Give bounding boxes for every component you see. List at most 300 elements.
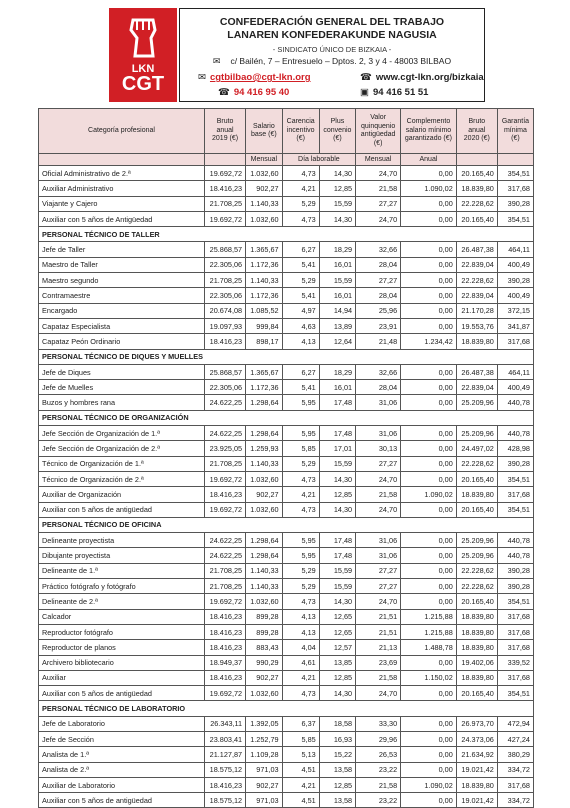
value-cell: 1.085,52 — [246, 303, 283, 318]
value-cell: 21.708,25 — [205, 196, 246, 211]
value-cell: 6,37 — [282, 716, 319, 731]
value-cell: 18.575,12 — [205, 793, 246, 808]
value-cell: 18.416,23 — [205, 181, 246, 196]
value-cell: 21.170,28 — [456, 303, 497, 318]
value-cell: 0,00 — [401, 762, 457, 777]
category-cell: Reproductor fotógrafo — [39, 624, 205, 639]
category-cell: Auxiliar con 5 años de antigüedad — [39, 793, 205, 808]
table-row — [39, 196, 534, 211]
value-cell: 1.172,36 — [246, 288, 283, 303]
value-cell: 24.622,25 — [205, 548, 246, 563]
table-row — [39, 364, 534, 379]
value-cell: 14,94 — [319, 303, 355, 318]
value-cell: 18.839,80 — [456, 624, 497, 639]
value-cell: 18,29 — [319, 364, 355, 379]
value-cell: 317,68 — [497, 777, 533, 792]
category-cell: Auxiliar de Laboratorio — [39, 777, 205, 792]
value-cell: 5,85 — [282, 441, 319, 456]
category-cell: Auxiliar — [39, 670, 205, 685]
subheader — [205, 154, 246, 166]
table-row — [39, 426, 534, 441]
value-cell: 6,27 — [282, 242, 319, 257]
value-cell: 28,04 — [356, 380, 401, 395]
table-row — [39, 640, 534, 655]
value-cell: 12,85 — [319, 487, 355, 502]
value-cell: 13,58 — [319, 762, 355, 777]
subheader: Mensual — [246, 154, 283, 166]
value-cell: 28,04 — [356, 288, 401, 303]
subheader: Día laborable — [282, 154, 356, 166]
org-union: - SINDICATO ÚNICO DE BIZKAIA - — [272, 45, 392, 54]
category-cell: Maestro de Taller — [39, 257, 205, 272]
value-cell: 26.343,11 — [205, 716, 246, 731]
value-cell: 4,13 — [282, 624, 319, 639]
value-cell: 21.708,25 — [205, 579, 246, 594]
value-cell: 26.973,70 — [456, 716, 497, 731]
value-cell: 428,98 — [497, 441, 533, 456]
value-cell: 16,93 — [319, 731, 355, 746]
category-cell: Jefe Sección de Organización de 2.ª — [39, 441, 205, 456]
value-cell: 24.497,02 — [456, 441, 497, 456]
value-cell: 1.109,28 — [246, 747, 283, 762]
table-row — [39, 731, 534, 746]
value-cell: 0,00 — [401, 456, 457, 471]
value-cell: 18.416,23 — [205, 670, 246, 685]
value-cell: 21,48 — [356, 334, 401, 349]
section-title: PERSONAL TÉCNICO DE DIQUES Y MUELLES — [39, 349, 534, 364]
value-cell: 31,06 — [356, 533, 401, 548]
value-cell: 1.090,02 — [401, 181, 457, 196]
table-row — [39, 181, 534, 196]
table-subheader-row — [39, 154, 534, 166]
value-cell: 0,00 — [401, 716, 457, 731]
value-cell: 354,51 — [497, 594, 533, 609]
value-cell: 18.839,80 — [456, 777, 497, 792]
value-cell: 25.209,96 — [456, 395, 497, 410]
mail-icon: ✉ — [212, 56, 221, 66]
col-header: Valor quinquenio antigüedad (€) — [356, 109, 401, 154]
value-cell: 0,00 — [401, 273, 457, 288]
value-cell: 4,73 — [282, 594, 319, 609]
col-header: Salario base (€) — [246, 109, 283, 154]
value-cell: 20.165,40 — [456, 686, 497, 701]
table-row — [39, 334, 534, 349]
value-cell: 16,01 — [319, 257, 355, 272]
category-cell: Archivero bibliotecario — [39, 655, 205, 670]
value-cell: 14,30 — [319, 166, 355, 181]
address: c/ Bailén, 7 – Entresuelo – Dptos. 2, 3 y 4 - 48003 BILBAO — [230, 56, 452, 66]
subheader: Anual — [401, 154, 457, 166]
section-header-row — [39, 701, 534, 716]
value-cell: 21.708,25 — [205, 273, 246, 288]
value-cell: 19.692,72 — [205, 471, 246, 486]
value-cell: 390,28 — [497, 273, 533, 288]
value-cell: 33,30 — [356, 716, 401, 731]
category-cell: Encargado — [39, 303, 205, 318]
value-cell: 4,73 — [282, 211, 319, 226]
value-cell: 4,21 — [282, 670, 319, 685]
table-row — [39, 502, 534, 517]
value-cell: 0,00 — [401, 502, 457, 517]
value-cell: 898,17 — [246, 334, 283, 349]
value-cell: 902,27 — [246, 670, 283, 685]
table-row — [39, 456, 534, 471]
value-cell: 18.839,80 — [456, 487, 497, 502]
value-cell: 472,94 — [497, 716, 533, 731]
value-cell: 19.692,72 — [205, 686, 246, 701]
phone-number: 94 416 95 40 — [233, 87, 290, 98]
value-cell: 18.839,80 — [456, 181, 497, 196]
value-cell: 0,00 — [401, 257, 457, 272]
table-row — [39, 257, 534, 272]
col-header: Carencia incentivo (€) — [282, 109, 319, 154]
value-cell: 0,00 — [401, 426, 457, 441]
value-cell: 20.165,40 — [456, 211, 497, 226]
value-cell: 27,27 — [356, 563, 401, 578]
table-row — [39, 395, 534, 410]
section-header-row — [39, 349, 534, 364]
section-header-row — [39, 410, 534, 425]
value-cell: 27,27 — [356, 273, 401, 288]
value-cell: 0,00 — [401, 242, 457, 257]
category-cell: Auxiliar Administrativo — [39, 181, 205, 196]
table-row — [39, 563, 534, 578]
value-cell: 16,01 — [319, 380, 355, 395]
value-cell: 18.839,80 — [456, 334, 497, 349]
value-cell: 22.228,62 — [456, 456, 497, 471]
logo-text-cgt: CGT — [121, 73, 165, 95]
value-cell: 21.634,92 — [456, 747, 497, 762]
category-cell: Maestro segundo — [39, 273, 205, 288]
value-cell: 18.416,23 — [205, 640, 246, 655]
value-cell: 317,68 — [497, 334, 533, 349]
value-cell: 5,41 — [282, 288, 319, 303]
value-cell: 440,78 — [497, 395, 533, 410]
value-cell: 902,27 — [246, 181, 283, 196]
fist-icon — [119, 16, 167, 60]
value-cell: 27,27 — [356, 579, 401, 594]
web-icon: ▣ — [360, 87, 369, 98]
value-cell: 25.209,96 — [456, 426, 497, 441]
value-cell: 1.032,60 — [246, 166, 283, 181]
value-cell: 0,00 — [401, 364, 457, 379]
value-cell: 902,27 — [246, 777, 283, 792]
value-cell: 5,41 — [282, 380, 319, 395]
value-cell: 24,70 — [356, 594, 401, 609]
value-cell: 18,29 — [319, 242, 355, 257]
col-header: Complemento salario mínimo garantizado (€) — [401, 109, 457, 154]
value-cell: 14,30 — [319, 211, 355, 226]
value-cell: 12,65 — [319, 609, 355, 624]
category-cell: Jefe de Laboratorio — [39, 716, 205, 731]
cgt-logo — [109, 8, 177, 102]
value-cell: 1.090,02 — [401, 777, 457, 792]
value-cell: 5,95 — [282, 395, 319, 410]
value-cell: 25.868,57 — [205, 364, 246, 379]
fax-contact — [360, 87, 428, 98]
value-cell: 1.032,60 — [246, 686, 283, 701]
value-cell: 1.032,60 — [246, 502, 283, 517]
value-cell: 317,68 — [497, 181, 533, 196]
letterhead — [109, 8, 485, 102]
subheader — [456, 154, 497, 166]
value-cell: 1.090,02 — [401, 487, 457, 502]
col-header: Bruto anual 2019 (€) — [205, 109, 246, 154]
value-cell: 317,68 — [497, 670, 533, 685]
value-cell: 390,28 — [497, 563, 533, 578]
value-cell: 15,59 — [319, 273, 355, 288]
value-cell: 24,70 — [356, 166, 401, 181]
value-cell: 18.575,12 — [205, 762, 246, 777]
value-cell: 28,04 — [356, 257, 401, 272]
value-cell: 317,68 — [497, 487, 533, 502]
value-cell: 1.234,42 — [401, 334, 457, 349]
value-cell: 25.209,96 — [456, 548, 497, 563]
value-cell: 0,00 — [401, 548, 457, 563]
value-cell: 4,13 — [282, 609, 319, 624]
value-cell: 25,96 — [356, 303, 401, 318]
category-cell: Delineante proyectista — [39, 533, 205, 548]
value-cell: 19.692,72 — [205, 211, 246, 226]
category-cell: Calcador — [39, 609, 205, 624]
table-row — [39, 441, 534, 456]
address-line — [180, 56, 484, 67]
value-cell: 1.032,60 — [246, 471, 283, 486]
value-cell: 999,84 — [246, 318, 283, 333]
subheader: Mensual — [356, 154, 401, 166]
value-cell: 12,57 — [319, 640, 355, 655]
value-cell: 22.305,06 — [205, 380, 246, 395]
value-cell: 18.839,80 — [456, 670, 497, 685]
value-cell: 21,58 — [356, 670, 401, 685]
value-cell: 4,04 — [282, 640, 319, 655]
category-cell: Analista de 2.ª — [39, 762, 205, 777]
org-name: CONFEDERACIÓN GENERAL DEL TRABAJO — [219, 16, 445, 28]
value-cell: 26,53 — [356, 747, 401, 762]
value-cell: 22.839,04 — [456, 380, 497, 395]
value-cell: 12,64 — [319, 334, 355, 349]
value-cell: 4,61 — [282, 655, 319, 670]
table-body — [39, 166, 534, 808]
value-cell: 0,00 — [401, 686, 457, 701]
value-cell: 5,95 — [282, 426, 319, 441]
category-cell: Técnico de Organización de 1.ª — [39, 456, 205, 471]
value-cell: 354,51 — [497, 166, 533, 181]
table-row — [39, 609, 534, 624]
value-cell: 12,65 — [319, 624, 355, 639]
value-cell: 1.150,02 — [401, 670, 457, 685]
table-row — [39, 655, 534, 670]
value-cell: 24.622,25 — [205, 395, 246, 410]
value-cell: 899,28 — [246, 609, 283, 624]
table-row — [39, 747, 534, 762]
value-cell: 0,00 — [401, 747, 457, 762]
value-cell: 354,51 — [497, 686, 533, 701]
value-cell: 17,48 — [319, 548, 355, 563]
category-cell: Viajante y Cajero — [39, 196, 205, 211]
org-name-basque: LANAREN KONFEDERAKUNDE NAGUSIA — [227, 29, 437, 41]
value-cell: 400,49 — [497, 380, 533, 395]
value-cell: 17,48 — [319, 426, 355, 441]
value-cell: 21.127,87 — [205, 747, 246, 762]
value-cell: 15,59 — [319, 579, 355, 594]
value-cell: 18.416,23 — [205, 624, 246, 639]
value-cell: 29,96 — [356, 731, 401, 746]
section-header-row — [39, 517, 534, 532]
table-row — [39, 318, 534, 333]
table-row — [39, 533, 534, 548]
category-cell: Buzos y hombres rana — [39, 395, 205, 410]
value-cell: 24.622,25 — [205, 426, 246, 441]
value-cell: 22.839,04 — [456, 288, 497, 303]
category-cell: Delineante de 2.ª — [39, 594, 205, 609]
value-cell: 341,87 — [497, 318, 533, 333]
value-cell: 12,85 — [319, 181, 355, 196]
value-cell: 317,68 — [497, 609, 533, 624]
category-cell: Jefe de Sección — [39, 731, 205, 746]
value-cell: 4,21 — [282, 181, 319, 196]
value-cell: 15,59 — [319, 563, 355, 578]
value-cell: 4,63 — [282, 318, 319, 333]
value-cell: 18.416,23 — [205, 777, 246, 792]
table-row — [39, 624, 534, 639]
table-row — [39, 273, 534, 288]
value-cell: 6,27 — [282, 364, 319, 379]
value-cell: 0,00 — [401, 395, 457, 410]
category-cell: Capataz Especialista — [39, 318, 205, 333]
value-cell: 24,70 — [356, 211, 401, 226]
value-cell: 380,29 — [497, 747, 533, 762]
value-cell: 22.228,62 — [456, 273, 497, 288]
value-cell: 5,29 — [282, 579, 319, 594]
value-cell: 22.228,62 — [456, 563, 497, 578]
value-cell: 21,58 — [356, 487, 401, 502]
value-cell: 24,70 — [356, 686, 401, 701]
value-cell: 440,78 — [497, 426, 533, 441]
value-cell: 14,30 — [319, 471, 355, 486]
value-cell: 14,30 — [319, 686, 355, 701]
value-cell: 17,48 — [319, 533, 355, 548]
section-title: PERSONAL TÉCNICO DE ORGANIZACIÓN — [39, 410, 534, 425]
contact-box — [179, 8, 485, 102]
value-cell: 18.416,23 — [205, 609, 246, 624]
web-link[interactable]: www.cgt-lkn.org/bizkaia — [375, 72, 484, 83]
value-cell: 18,58 — [319, 716, 355, 731]
category-cell: Jefe de Muelles — [39, 380, 205, 395]
table-row — [39, 686, 534, 701]
value-cell: 0,00 — [401, 793, 457, 808]
value-cell: 0,00 — [401, 288, 457, 303]
value-cell: 1.140,33 — [246, 563, 283, 578]
value-cell: 1.172,36 — [246, 257, 283, 272]
at-icon: ✉ — [198, 72, 206, 83]
value-cell: 23,22 — [356, 793, 401, 808]
category-cell: Analista de 1.ª — [39, 747, 205, 762]
col-header: Categoría profesional — [39, 109, 205, 154]
category-cell: Jefe de Taller — [39, 242, 205, 257]
category-cell: Técnico de Organización de 2.ª — [39, 471, 205, 486]
value-cell: 339,52 — [497, 655, 533, 670]
table-row — [39, 288, 534, 303]
value-cell: 899,28 — [246, 624, 283, 639]
value-cell: 1.365,67 — [246, 242, 283, 257]
value-cell: 13,58 — [319, 793, 355, 808]
value-cell: 32,66 — [356, 242, 401, 257]
value-cell: 400,49 — [497, 288, 533, 303]
table-row — [39, 548, 534, 563]
email-link[interactable]: cgtbilbao@cgt-lkn.org — [209, 72, 311, 83]
value-cell: 19.553,76 — [456, 318, 497, 333]
email-contact — [198, 72, 311, 83]
value-cell: 5,41 — [282, 257, 319, 272]
category-cell: Práctico fotógrafo y fotógrafo — [39, 579, 205, 594]
value-cell: 4,73 — [282, 166, 319, 181]
category-cell: Capataz Peón Ordinario — [39, 334, 205, 349]
value-cell: 19.402,06 — [456, 655, 497, 670]
section-title: PERSONAL TÉCNICO DE TALLER — [39, 227, 534, 242]
section-header-row — [39, 227, 534, 242]
value-cell: 1.140,33 — [246, 579, 283, 594]
value-cell: 1.172,36 — [246, 380, 283, 395]
value-cell: 0,00 — [401, 441, 457, 456]
value-cell: 23,69 — [356, 655, 401, 670]
value-cell: 21,58 — [356, 777, 401, 792]
value-cell: 23,91 — [356, 318, 401, 333]
value-cell: 4,73 — [282, 471, 319, 486]
category-cell: Delineante de 1.ª — [39, 563, 205, 578]
value-cell: 354,51 — [497, 211, 533, 226]
value-cell: 23.803,41 — [205, 731, 246, 746]
value-cell: 30,13 — [356, 441, 401, 456]
table-row — [39, 487, 534, 502]
value-cell: 24,70 — [356, 471, 401, 486]
table-row — [39, 594, 534, 609]
value-cell: 902,27 — [246, 487, 283, 502]
value-cell: 5,13 — [282, 747, 319, 762]
section-title: PERSONAL TÉCNICO DE LABORATORIO — [39, 701, 534, 716]
category-cell: Auxiliar con 5 años de antigüedad — [39, 686, 205, 701]
value-cell: 31,06 — [356, 395, 401, 410]
value-cell: 19.021,42 — [456, 793, 497, 808]
value-cell: 4,73 — [282, 686, 319, 701]
value-cell: 5,29 — [282, 563, 319, 578]
subheader — [39, 154, 205, 166]
value-cell: 1.298,64 — [246, 395, 283, 410]
value-cell: 464,11 — [497, 364, 533, 379]
category-cell: Jefe de Diques — [39, 364, 205, 379]
value-cell: 0,00 — [401, 579, 457, 594]
value-cell: 1.259,93 — [246, 441, 283, 456]
value-cell: 16,01 — [319, 288, 355, 303]
value-cell: 4,13 — [282, 334, 319, 349]
col-header: Garantía mínima (€) — [497, 109, 533, 154]
value-cell: 1.032,60 — [246, 594, 283, 609]
value-cell: 23,22 — [356, 762, 401, 777]
value-cell: 13,85 — [319, 655, 355, 670]
table-row — [39, 380, 534, 395]
value-cell: 21,51 — [356, 609, 401, 624]
table-row — [39, 670, 534, 685]
value-cell: 1.140,33 — [246, 196, 283, 211]
value-cell: 4,73 — [282, 502, 319, 517]
value-cell: 20.165,40 — [456, 471, 497, 486]
value-cell: 22.839,04 — [456, 257, 497, 272]
value-cell: 20.165,40 — [456, 502, 497, 517]
value-cell: 21,13 — [356, 640, 401, 655]
value-cell: 1.252,79 — [246, 731, 283, 746]
value-cell: 440,78 — [497, 548, 533, 563]
table-row — [39, 762, 534, 777]
